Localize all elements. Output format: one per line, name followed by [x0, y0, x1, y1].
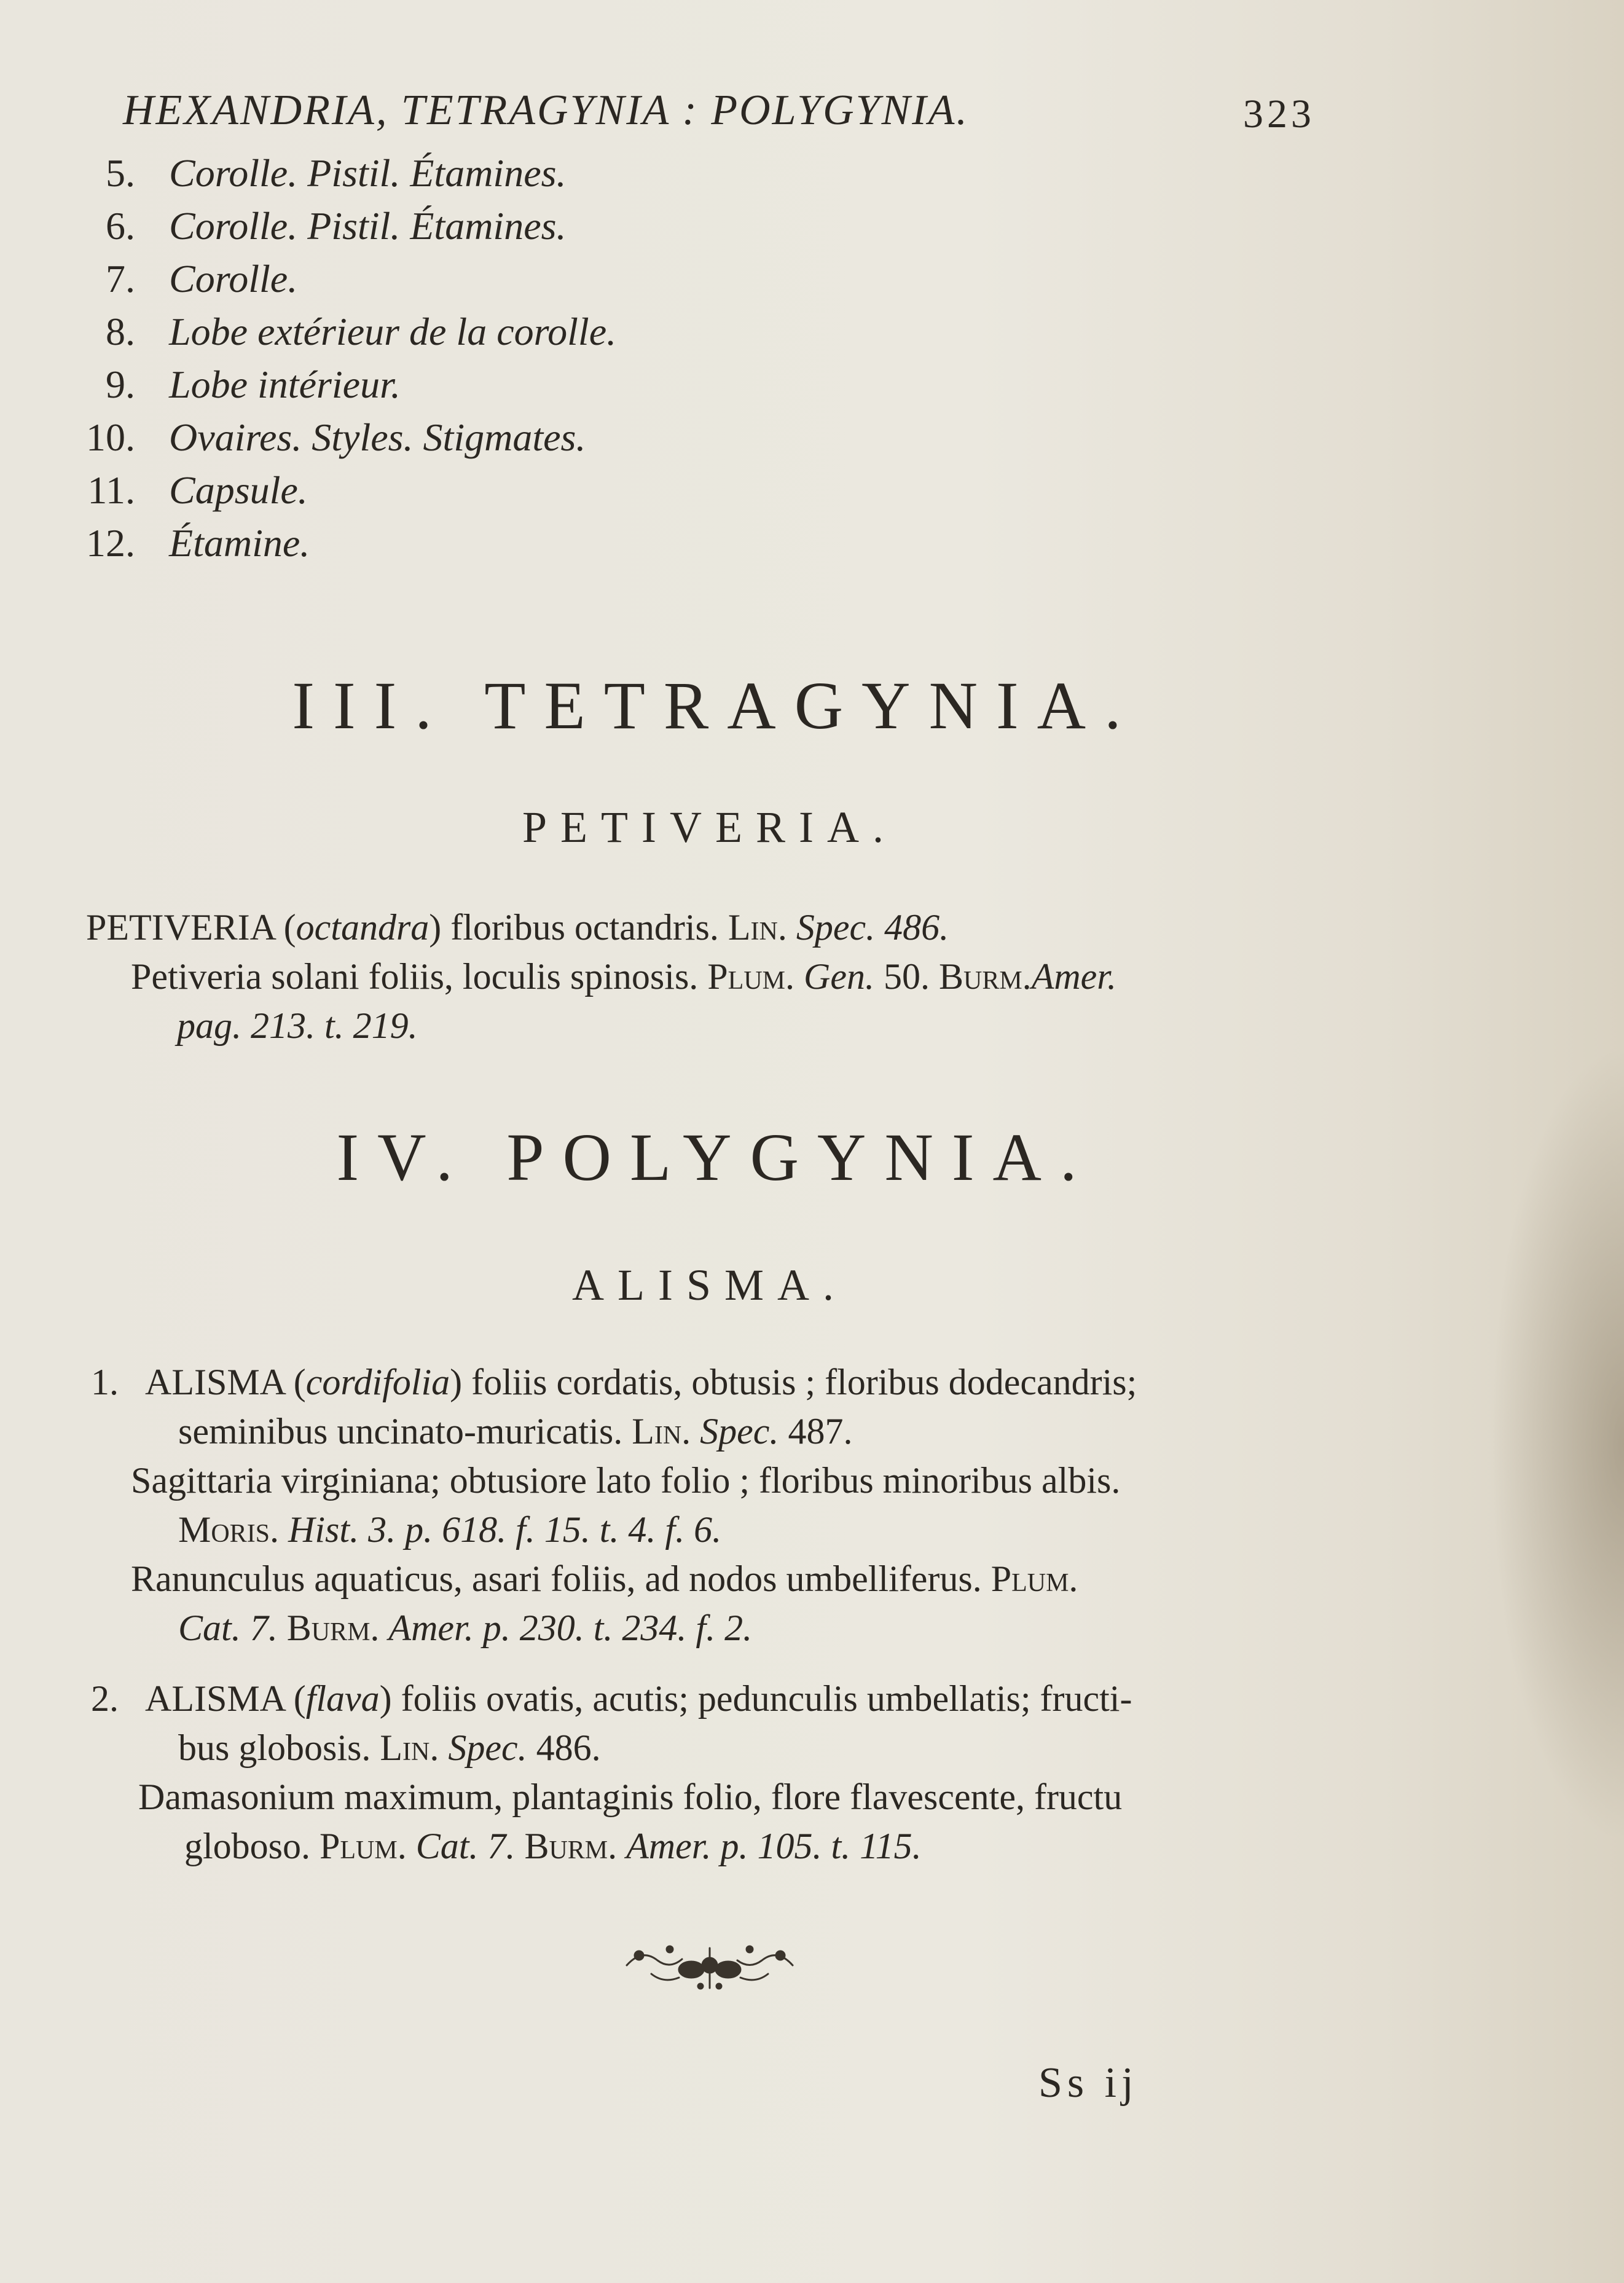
page-shadow — [1489, 1045, 1624, 1844]
author-abbrev: Plum. — [707, 956, 794, 997]
entry-text — [379, 1608, 388, 1648]
entry-text: globoso. — [184, 1826, 320, 1866]
author-abbrev: Plum. — [320, 1826, 407, 1866]
figure-number: 7. — [106, 257, 135, 301]
page-number: 323 — [1243, 92, 1315, 136]
figure-caption: Lobe extérieur de la corolle. — [169, 310, 617, 353]
entry-text: bus globosis. — [178, 1727, 380, 1768]
list-item — [80, 256, 694, 309]
list-item — [80, 468, 694, 521]
work-abbrev: Amer. — [1031, 956, 1116, 997]
figure-number: 5. — [106, 151, 135, 195]
entry-text: ) foliis ovatis, acutis; pedunculis umbellatis; fructi- — [379, 1678, 1132, 1719]
work-reference: Cat. 7. — [178, 1608, 278, 1648]
entry-line — [145, 1678, 1132, 1720]
author-abbrev: Burm. — [286, 1608, 380, 1648]
entry-line — [178, 1509, 721, 1551]
list-item — [80, 203, 694, 256]
species-epithet: octandra — [296, 907, 430, 948]
entry-text: ) foliis cordatis, obtusis ; floribus dodecandris; — [450, 1362, 1137, 1402]
entry-text — [439, 1727, 448, 1768]
entry-line — [131, 1558, 1078, 1600]
species-epithet: flava — [305, 1678, 380, 1719]
entry-text: 486. — [875, 907, 949, 948]
signature-mark: Ss ij — [1038, 2059, 1139, 2107]
section-title-tetragynia: III. TETRAGYNIA. — [292, 668, 1140, 743]
list-item — [80, 521, 694, 573]
entry-number: 2. — [91, 1678, 119, 1719]
work-abbrev: Gen. — [804, 956, 874, 997]
entry-line — [145, 1361, 1137, 1404]
figure-list — [80, 151, 694, 573]
figure-number: 10. — [86, 415, 135, 459]
entry-text — [279, 1509, 288, 1550]
figure-caption: Lobe intérieur. — [169, 363, 401, 406]
entry-text — [794, 956, 804, 997]
genus-heading-petiveria: PETIVERIA. — [522, 803, 897, 852]
work-reference: Amer. p. 230. t. 234. f. 2. — [388, 1608, 753, 1648]
entry-line — [178, 1727, 601, 1769]
species-epithet: cordifolia — [305, 1362, 450, 1402]
page-header — [123, 86, 1315, 154]
figure-caption: Corolle. Pistil. Étamines. — [169, 204, 567, 248]
figure-number: 8. — [106, 310, 135, 353]
floral-ornament-icon — [614, 1936, 805, 1994]
list-item — [80, 151, 694, 203]
entry-text: 50. — [874, 956, 939, 997]
author-abbrev: Moris. — [178, 1509, 280, 1550]
figure-number: 11. — [87, 468, 135, 512]
entry-text: 487. — [779, 1411, 853, 1452]
work-abbrev: Spec. — [796, 907, 876, 948]
entry-text: ) floribus octandris. — [429, 907, 728, 948]
figure-caption: Corolle. — [169, 257, 298, 301]
genus-heading-alisma: ALISMA. — [571, 1260, 847, 1310]
entry-line — [178, 1410, 852, 1453]
entry-text: ALISMA ( — [145, 1362, 306, 1402]
work-abbrev: Spec. — [448, 1727, 527, 1768]
entry-text — [617, 1826, 626, 1866]
entry-text: PETIVERIA ( — [86, 907, 296, 948]
entry-text: seminibus uncinato-muricatis. — [178, 1411, 632, 1452]
entry-text: Ranunculus aquaticus, asari foliis, ad nodos umbelliferus. — [131, 1558, 991, 1599]
entry-line: Sagittaria virginiana; obtusiore lato folio ; floribus minoribus albis. — [131, 1460, 1121, 1501]
work-reference: Hist. 3. p. 618. f. 15. t. 4. f. 6. — [288, 1509, 722, 1550]
author-abbrev: Lin. — [728, 907, 787, 948]
figure-number: 9. — [106, 363, 135, 406]
entry-line — [178, 1607, 752, 1649]
work-reference: Cat. 7. — [415, 1826, 516, 1866]
figure-caption: Ovaires. Styles. Stigmates. — [169, 415, 586, 459]
figure-caption: Capsule. — [169, 468, 308, 512]
entry-text — [407, 1826, 416, 1866]
entry-number: 1. — [91, 1362, 119, 1402]
entry-text — [787, 907, 796, 948]
section-title-polygynia: IV. POLYGYNIA. — [336, 1120, 1096, 1195]
entry-line — [86, 906, 949, 949]
figure-caption: Corolle. Pistil. Étamines. — [169, 151, 567, 195]
entry-text — [278, 1608, 287, 1648]
list-item — [80, 415, 694, 468]
entry-text: ALISMA ( — [145, 1678, 306, 1719]
author-abbrev: Lin. — [380, 1727, 439, 1768]
entry-text: Petiveria solani foliis, loculis spinosis. — [131, 956, 708, 997]
entry-line — [184, 1825, 922, 1868]
entry-line: Damasonium maximum, plantaginis folio, flore flavescente, fructu — [138, 1777, 1123, 1817]
work-abbrev: Spec. — [700, 1411, 779, 1452]
entry-line: pag. 213. t. 219. — [177, 1005, 418, 1046]
entry-line — [131, 956, 1116, 998]
entry-text: 486. — [527, 1727, 601, 1768]
entry-text — [515, 1826, 524, 1866]
running-title: HEXANDRIA, TETRAGYNIA : POLYGYNIA. — [123, 87, 969, 134]
author-abbrev: Burm. — [938, 956, 1032, 997]
figure-number: 12. — [86, 521, 135, 565]
entry-text — [691, 1411, 700, 1452]
figure-number: 6. — [106, 204, 135, 248]
author-abbrev: Lin. — [632, 1411, 691, 1452]
author-abbrev: Burm. — [524, 1826, 618, 1866]
list-item — [80, 362, 694, 415]
figure-caption: Étamine. — [169, 521, 310, 565]
list-item — [80, 309, 694, 362]
work-reference: Amer. p. 105. t. 115. — [626, 1826, 922, 1866]
author-abbrev: Plum. — [990, 1558, 1078, 1599]
